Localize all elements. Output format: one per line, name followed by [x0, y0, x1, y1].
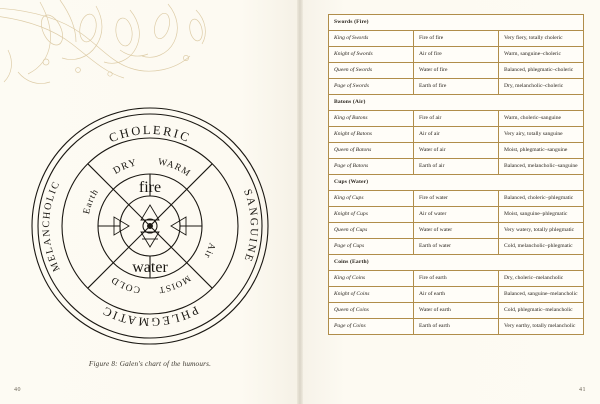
- element-pair-cell: Fire of air: [414, 111, 499, 127]
- right-page: [300, 0, 600, 404]
- wheel-label-melancholic: MELANCHOLIC: [41, 178, 63, 273]
- water-triangle-icon: [141, 232, 159, 247]
- table-row: [329, 79, 584, 95]
- page-number-right: 41: [579, 387, 586, 393]
- element-pair-cell: Earth of fire: [414, 79, 499, 95]
- table-row: [329, 271, 584, 287]
- card-name-cell: King of Batons: [329, 111, 414, 127]
- card-name-cell: Page of Batons: [329, 159, 414, 175]
- humour-description-cell: Very fiery, totally choleric: [499, 31, 584, 47]
- humour-description-cell: Warm, sanguine–choleric: [499, 47, 584, 63]
- element-pair-cell: Water of earth: [414, 303, 499, 319]
- figure-caption: Figure 8: Galen's chart of the humours.: [88, 360, 212, 368]
- table-group-title: Cups (Water): [329, 175, 584, 191]
- wheel-label-air: Air: [201, 241, 217, 261]
- humour-description-cell: Balanced, sanguine–melancholic: [499, 287, 584, 303]
- element-pair-cell: Earth of water: [414, 239, 499, 255]
- wheel-label-water: water: [132, 259, 168, 276]
- table-row: [329, 303, 584, 319]
- humour-description-cell: Cold, phlegmatic–melancholic: [499, 303, 584, 319]
- card-name-cell: Knight of Cups: [329, 207, 414, 223]
- humour-description-cell: Dry, choleric–melancholic: [499, 271, 584, 287]
- table-row: [329, 223, 584, 239]
- wheel-label-dry: DRY: [111, 157, 139, 177]
- tarot-table: [328, 14, 584, 335]
- humour-description-cell: Balanced, phlegmatic–choleric: [499, 63, 584, 79]
- humour-description-cell: Moist, phlegmatic–sanguine: [499, 143, 584, 159]
- wheel-label-choleric: CHOLERIC: [106, 122, 194, 146]
- humour-description-cell: Dry, melancholic–choleric: [499, 79, 584, 95]
- card-name-cell: King of Cups: [329, 191, 414, 207]
- element-pair-cell: Fire of water: [414, 191, 499, 207]
- wheel-label-moist: MOIST: [157, 273, 193, 296]
- card-name-cell: King of Swords: [329, 31, 414, 47]
- humour-description-cell: Balanced, choleric–phlegmatic: [499, 191, 584, 207]
- table-group-title: Coins (Earth): [329, 255, 584, 271]
- humour-description-cell: Very airy, totally sanguine: [499, 127, 584, 143]
- element-pair-cell: Air of water: [414, 207, 499, 223]
- card-name-cell: Page of Coins: [329, 319, 414, 335]
- card-name-cell: Queen of Batons: [329, 143, 414, 159]
- page-number-left: 40: [14, 387, 21, 393]
- table-row: [329, 127, 584, 143]
- table-row: [329, 63, 584, 79]
- fire-triangle-icon: [141, 205, 159, 220]
- card-name-cell: Knight of Swords: [329, 47, 414, 63]
- element-pair-cell: Fire of earth: [414, 271, 499, 287]
- humours-wheel-diagram: [24, 100, 276, 350]
- element-pair-cell: Air of earth: [414, 287, 499, 303]
- element-pair-cell: Air of air: [414, 127, 499, 143]
- card-name-cell: Page of Cups: [329, 239, 414, 255]
- card-name-cell: Knight of Coins: [329, 287, 414, 303]
- tarot-table-body: [329, 15, 584, 335]
- decorative-flourish-icon: [0, 0, 230, 110]
- element-pair-cell: Earth of earth: [414, 319, 499, 335]
- humour-description-cell: Balanced, melancholic–sanguine: [499, 159, 584, 175]
- table-row: [329, 47, 584, 63]
- wheel-label-cold: COLD: [109, 273, 142, 295]
- wheel-label-phlegmatic: PHLEGMATIC: [99, 303, 201, 330]
- element-pair-cell: Water of air: [414, 143, 499, 159]
- court-card-humours-table: [328, 14, 584, 335]
- humour-description-cell: Very earthy, totally melancholic: [499, 319, 584, 335]
- wheel-label-earth: Earth: [82, 187, 102, 216]
- table-group-header-row: [329, 95, 584, 111]
- table-row: [329, 159, 584, 175]
- table-group-header-row: [329, 255, 584, 271]
- element-pair-cell: Water of water: [414, 223, 499, 239]
- card-name-cell: Queen of Swords: [329, 63, 414, 79]
- element-pair-cell: Earth of air: [414, 159, 499, 175]
- card-name-cell: King of Coins: [329, 271, 414, 287]
- table-group-title: Swords (Fire): [329, 15, 584, 31]
- table-row: [329, 31, 584, 47]
- card-name-cell: Knight of Batons: [329, 127, 414, 143]
- table-group-header-row: [329, 175, 584, 191]
- table-group-title: Batons (Air): [329, 95, 584, 111]
- table-row: [329, 319, 584, 335]
- wheel-label-sanguine: SANGUINE: [241, 187, 261, 265]
- card-name-cell: Page of Swords: [329, 79, 414, 95]
- humour-description-cell: Moist, sanguine–phlegmatic: [499, 207, 584, 223]
- card-name-cell: Queen of Coins: [329, 303, 414, 319]
- humour-description-cell: Warm, choleric–sanguine: [499, 111, 584, 127]
- table-row: [329, 207, 584, 223]
- element-pair-cell: Air of fire: [414, 47, 499, 63]
- humours-wheel-figure: [24, 100, 276, 350]
- wheel-label-warm: WARM: [157, 157, 193, 180]
- wheel-label-fire: fire: [138, 179, 162, 196]
- table-row: [329, 239, 584, 255]
- humour-description-cell: Cold, melancholic–phlegmatic: [499, 239, 584, 255]
- table-group-header-row: [329, 15, 584, 31]
- card-name-cell: Queen of Cups: [329, 223, 414, 239]
- element-pair-cell: Fire of fire: [414, 31, 499, 47]
- table-row: [329, 191, 584, 207]
- element-pair-cell: Water of fire: [414, 63, 499, 79]
- humour-description-cell: Very watery, totally phlegmatic: [499, 223, 584, 239]
- table-row: [329, 111, 584, 127]
- table-row: [329, 143, 584, 159]
- table-row: [329, 287, 584, 303]
